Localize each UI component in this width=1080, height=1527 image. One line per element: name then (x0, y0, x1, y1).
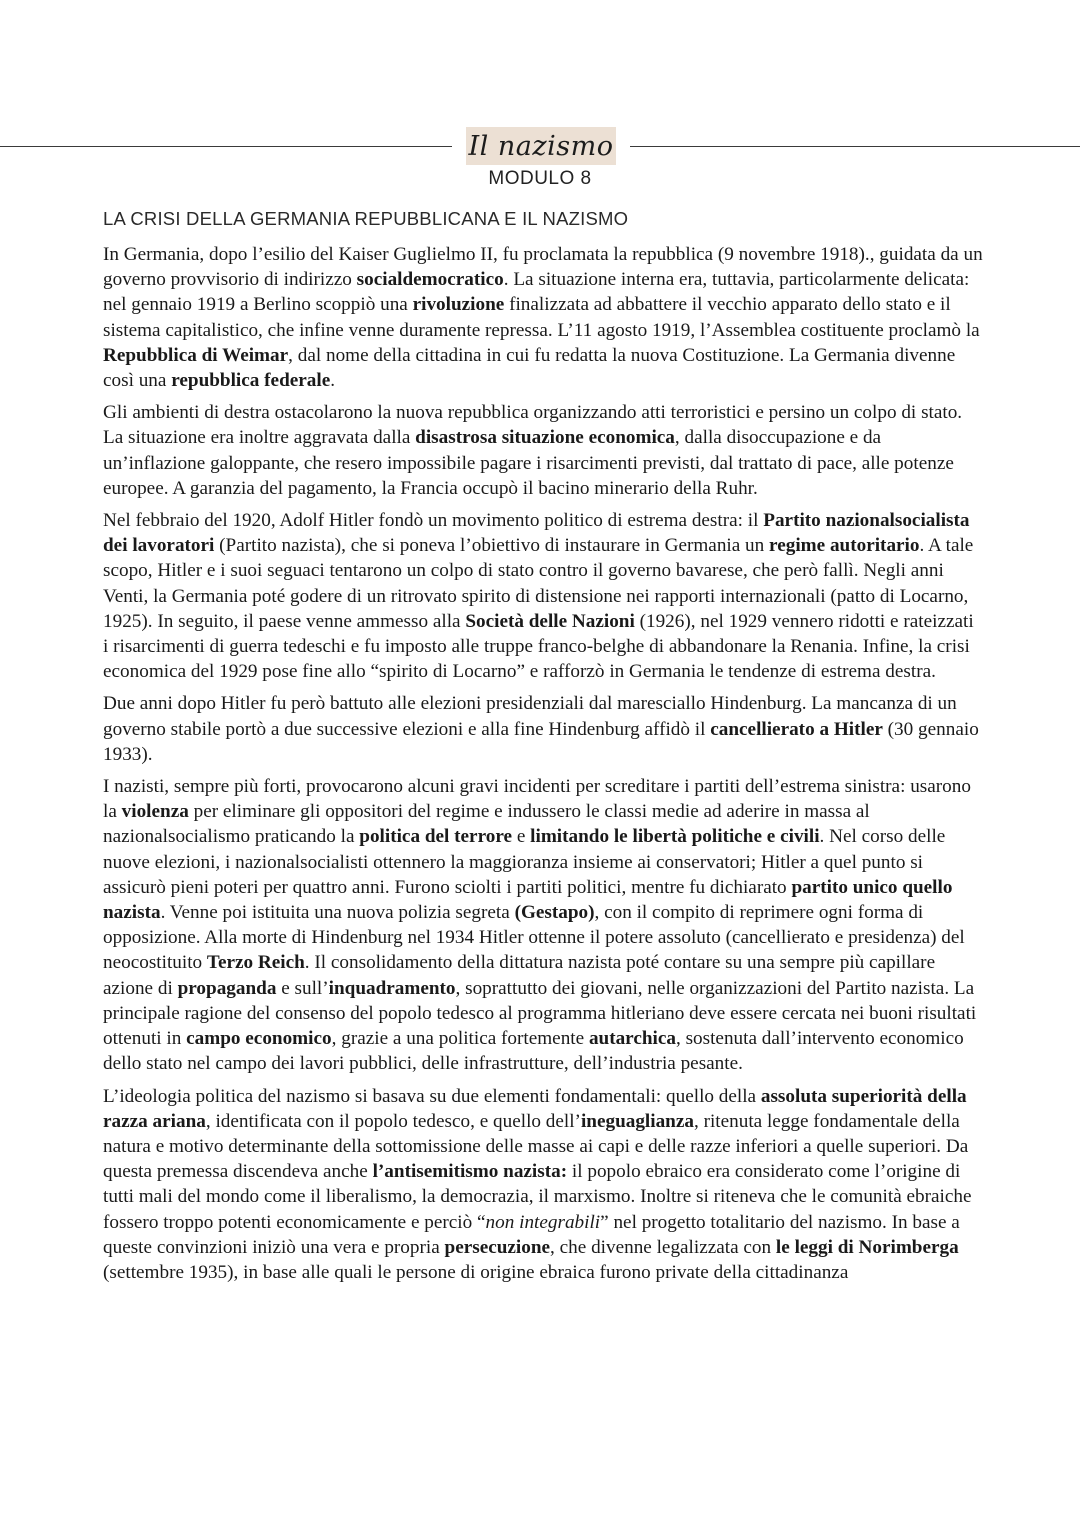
text-run: ” nel progetto totalitario del nazismo. In base a queste convinzioni iniziò una vera e propria (103, 1211, 960, 1258)
text-run: I nazisti, sempre più forti, provocarono alcuni gravi incidenti per screditare i partiti dell’estrema sinistra: usarono la (103, 776, 971, 823)
bold-text: politica del terrore (359, 826, 513, 848)
text-run: , che divenne legalizzata con (550, 1236, 776, 1258)
bold-text: (Gestapo) (514, 902, 595, 924)
text-run: Gli ambienti di destra ostacolarono la nuova repubblica organizzando atti terroristici e persino un colpo di stato. La situazione era inoltre aggravata dalla (103, 402, 963, 449)
text-run: . A tale scopo, Hitler e i suoi seguaci tentarono un colpo di stato contro il governo bavarese, che però fallì. Negli anni Venti, la Germania poté godere di un ritrovato spirito di distensione nei rapporti internazionali (patto di Locarno, 1925). In seguito, il paese venne ammesso alla (103, 535, 974, 632)
bold-text: Repubblica di Weimar (103, 344, 289, 366)
text-run: e (512, 826, 531, 848)
bold-text: regime autoritario (769, 535, 920, 557)
text-run: Due anni dopo Hitler fu però battuto alle elezioni presidenziali dal maresciallo Hindenburg. La mancanza di un governo stabile portò a due successive elezioni e alla fine Hindenburg affidò il (103, 693, 957, 740)
text-run: il popolo ebraico era considerato come l’origine di tutti mali del mondo come il liberalismo, la democrazia, il marxismo. Inoltre si riteneva che le comunità ebraiche fossero troppo potenti economicamente e perciò “ (103, 1161, 972, 1233)
section-heading: LA CRISI DELLA GERMANIA REPUBBLICANA E IL NAZISMO (103, 208, 629, 229)
title-row (0, 124, 1080, 168)
bold-text: ineguaglianza (580, 1110, 694, 1132)
text-run: , identificata con il popolo tedesco, e quello dell’ (205, 1110, 581, 1132)
document-body (103, 242, 983, 1292)
text-run: . Nel corso delle nuove elezioni, i nazionalsocialisti ottennero la maggioranza insieme ai conservatori; Hitler a quel punto si assicurò pieni poteri per quattro anni. Furono sciolti i partiti politici, mentre fu dichiarato (103, 826, 946, 898)
bold-text: violenza (121, 801, 189, 823)
module-label: MODULO 8 (488, 168, 592, 189)
paragraph (103, 508, 983, 684)
bold-text: autarchica (588, 1028, 676, 1050)
text-run: , dalla disoccupazione e da un’inflazione galoppante, che resero impossibile pagare i risarcimenti previsti, dal trattato di pace, alle potenze europee. A garanzia del pagamento, la Francia occupò il bacino minerario della Ruhr. (103, 427, 954, 499)
text-run: , sostenuta dall’intervento economico dello stato nel campo dei lavori pubblici, delle infrastrutture, dell’industria pesante. (103, 1028, 964, 1075)
text-run: per eliminare gli oppositori del regime e indussero le classi medie ad aderire in massa al nazionalsocialismo praticando la (103, 801, 870, 848)
bold-text: persecuzione (444, 1236, 551, 1258)
text-run: finalizzata ad abbattere il vecchio apparato dello stato e il sistema capitalistico, che infine venne duramente repressa. L’11 agosto 1919, l’Assemblea costituente proclamò la (103, 294, 980, 341)
paragraph (103, 774, 983, 1076)
text-run: (settembre 1935), in base alle quali le persone di origine ebraica furono private della cittadinanza (103, 1261, 849, 1283)
page-title: Il nazismo (466, 127, 616, 165)
paragraph (103, 1084, 983, 1286)
text-run: (1926), nel 1929 vennero ridotti e rateizzati i risarcimenti di guerra tedeschi e fu imposto alle truppe franco-belghe di abbandonare la Renania. Infine, la crisi economica del 1929 pose fine allo “spirito di Locarno” e rafforzò in Germania le tendenze di estrema destra. (103, 610, 974, 683)
text-run: , dal nome della cittadina in cui fu redatta la nuova Costituzione. La Germania divenne così una (103, 344, 956, 392)
bold-text: cancellierato a Hitler (710, 718, 883, 740)
bold-text: Partito nazionalsocialista dei lavoratori (103, 510, 970, 557)
text-run: (Partito nazista), che si poneva l’obiettivo di instaurare in Germania un (214, 535, 770, 557)
text-run: In Germania, dopo l’esilio del Kaiser Guglielmo II, fu proclamata la repubblica (9 novembre 1918)., guidata da un governo provvisorio di indirizzo (103, 244, 983, 291)
text-run: L’ideologia politica del nazismo si basava su due elementi fondamentali: quello della (103, 1085, 761, 1107)
bold-text: limitando le libertà politiche e civili (530, 826, 820, 848)
text-run: , soprattutto dei giovani, nelle organizzazioni del Partito nazista. La principale ragione del consenso del popolo tedesco al programma hitleriano deve essere cercata nei buoni risultati ottenuti in (103, 977, 977, 1050)
bold-text: socialdemocratico (356, 269, 504, 291)
bold-text: assoluta superiorità della razza ariana (103, 1085, 967, 1132)
paragraph (103, 242, 983, 393)
paragraph (103, 400, 983, 501)
bold-text: repubblica federale (171, 370, 331, 392)
italic-text: non integrabili (485, 1211, 601, 1233)
title-rule-left (0, 146, 452, 147)
bold-text: le leggi di Norimberga (775, 1236, 959, 1258)
bold-text: partito unico quello nazista (103, 876, 953, 924)
paragraph (103, 691, 983, 767)
text-run: Nel febbraio del 1920, Adolf Hitler fondò un movimento politico di estrema destra: il (103, 510, 764, 532)
bold-text: l’antisemitismo nazista: (372, 1161, 568, 1183)
bold-text: disastrosa situazione economica (415, 427, 675, 449)
bold-text: inquadramento (328, 977, 456, 999)
text-run: , con il compito di reprimere ogni forma di opposizione. Alla morte di Hindenburg nel 1934 Hitler ottenne il potere assoluto (cancellierato e presidenza) del neocostituito (103, 902, 965, 974)
bold-text: propaganda (177, 977, 277, 999)
bold-text: Terzo Reich (206, 952, 305, 974)
title-rule-right (630, 146, 1080, 147)
bold-text: campo economico (186, 1028, 332, 1050)
text-run: . La situazione interna era, tuttavia, particolarmente delicata: nel gennaio 1919 a Berlino scoppiò una (103, 269, 970, 316)
text-run: (30 gennaio 1933). (103, 718, 979, 765)
text-run: . (330, 370, 336, 392)
text-run: e sull’ (276, 977, 329, 999)
bold-text: Società delle Nazioni (465, 610, 635, 632)
text-run: . Venne poi istituita una nuova polizia segreta (160, 902, 515, 924)
text-run: , ritenuta legge fondamentale della natura e motivo determinante della sottomissione delle masse ai capi e delle razze inferiori a quelle superiori. Da questa premessa discendeva anche (103, 1110, 969, 1183)
bold-text: rivoluzione (412, 294, 505, 316)
text-run: . Il consolidamento della dittatura nazista poté contare su una sempre più capillare azione di (103, 952, 936, 999)
text-run: , grazie a una politica fortemente (331, 1028, 589, 1050)
